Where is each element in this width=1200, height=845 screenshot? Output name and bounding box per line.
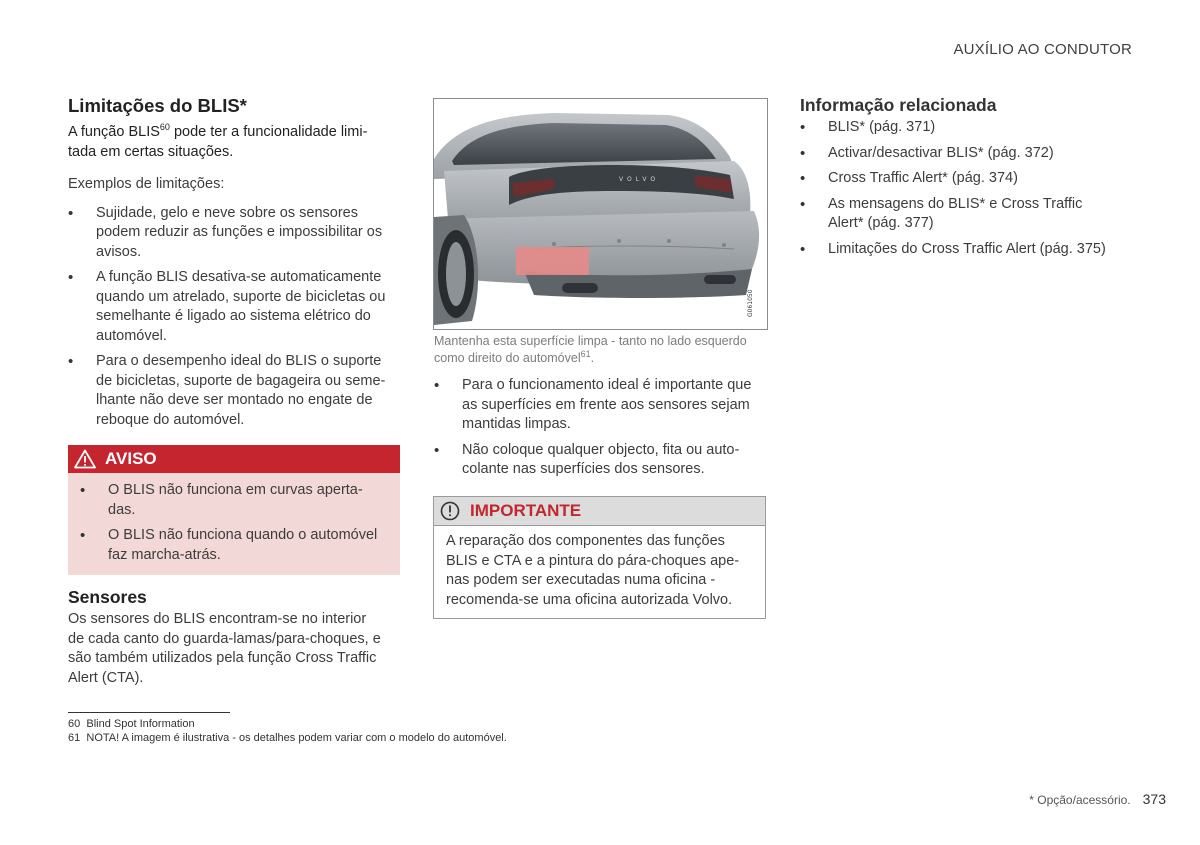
related-link-activate-blis[interactable]: • Activar/desactivar BLIS* (pág. 372) <box>800 144 1140 164</box>
page-footer <box>1029 791 1166 807</box>
section-title-sensors: Sensores <box>68 587 147 607</box>
footnote-ref-61[interactable]: 61 <box>580 348 591 359</box>
car-rear-figure <box>433 98 768 330</box>
footnote-61: 61 NOTA! A imagem é ilustrativa - os detalhes podem variar com o modelo do automóvel. <box>68 732 507 744</box>
running-header: AUXÍLIO AO CONDUTOR <box>953 41 1132 58</box>
option-note: * Opção/acessório. <box>1029 793 1131 807</box>
footnote-divider <box>68 712 230 713</box>
car-rear-illustration <box>434 99 767 329</box>
warning-header <box>68 445 400 473</box>
middle-bullets <box>434 376 769 486</box>
sensors-section <box>68 587 403 688</box>
important-header <box>434 497 765 526</box>
related-link-messages[interactable]: • As mensagens do BLIS* e Cross Traffic Alert* (pág. 377) <box>800 195 1140 234</box>
related-link-blis[interactable]: • BLIS* (pág. 371) <box>800 118 1140 138</box>
list-item: • Para o desempenho ideal do BLIS o suporte de bicicletas, suporte de bagageira ou seme- lhante não deve ser montado no engate de reboque do automóvel. <box>68 352 403 430</box>
examples-label: Exemplos de limitações: <box>68 176 225 192</box>
page-number: 373 <box>1142 791 1166 807</box>
related-link-cta-limitations[interactable]: • Limitações do Cross Traffic Alert (pág. 375) <box>800 240 1140 260</box>
warning-body <box>68 473 400 575</box>
related-link-cross-traffic-alert[interactable]: • Cross Traffic Alert* (pág. 374) <box>800 169 1140 189</box>
list-item: • Não coloque qualquer objecto, fita ou auto- colante nas superfícies dos sensores. <box>434 441 769 480</box>
list-item: • O BLIS não funciona em curvas aperta- das. <box>80 481 400 520</box>
related-links-list <box>800 118 1140 259</box>
limitations-list <box>68 204 403 431</box>
sensors-paragraph: Os sensores do BLIS encontram-se no interior de cada canto do guarda-lamas/para-choques, e são também utilizados pela função Cross Traffic Alert (CTA). <box>68 611 381 686</box>
warning-triangle-icon <box>74 449 96 469</box>
important-box <box>433 496 766 619</box>
figure-code: G061050 <box>747 289 754 317</box>
footnote-60: 60 Blind Spot Information <box>68 718 195 730</box>
left-column <box>68 95 403 436</box>
warning-title: AVISO <box>105 449 157 468</box>
svg-text:VOLVO: VOLVO <box>619 176 660 183</box>
list-item: • A função BLIS desativa-se automaticamente quando um atrelado, suporte de bicicletas ou semelhante é ligado ao sistema elétrico do automóvel. <box>68 268 403 346</box>
footnote-ref-60[interactable]: 60 <box>159 122 170 133</box>
related-info <box>800 95 1140 265</box>
figure-caption: Mantenha esta superfície limpa - tanto no lado esquerdo como direito do automóvel$^{61}$. <box>434 334 747 365</box>
related-info-title: Informação relacionada <box>800 95 997 115</box>
section-title-blis-limitations: Limitações do BLIS* <box>68 95 247 116</box>
important-body: A reparação dos componentes das funções BLIS e CTA e a pintura do pára-choques ape- nas podem ser executadas numa oficina - recomenda-se uma oficina autorizada Volvo. <box>446 533 740 608</box>
intro-paragraph: A função BLIS$^{60}$ pode ter a funcionalidade limi- tada em certas situações. <box>68 122 368 160</box>
list-item: • Sujidade, gelo e neve sobre os sensores podem reduzir as funções e impossibilitar os avisos. <box>68 204 403 263</box>
list-item: • Para o funcionamento ideal é importante que as superfícies em frente aos sensores sejam mantidas limpas. <box>434 376 769 435</box>
list-item: • O BLIS não funciona quando o automóvel faz marcha-atrás. <box>80 526 400 565</box>
exclamation-circle-icon <box>440 501 460 521</box>
warning-box <box>68 445 400 575</box>
important-title: IMPORTANTE <box>470 501 582 520</box>
sensor-area-highlight <box>516 247 589 275</box>
